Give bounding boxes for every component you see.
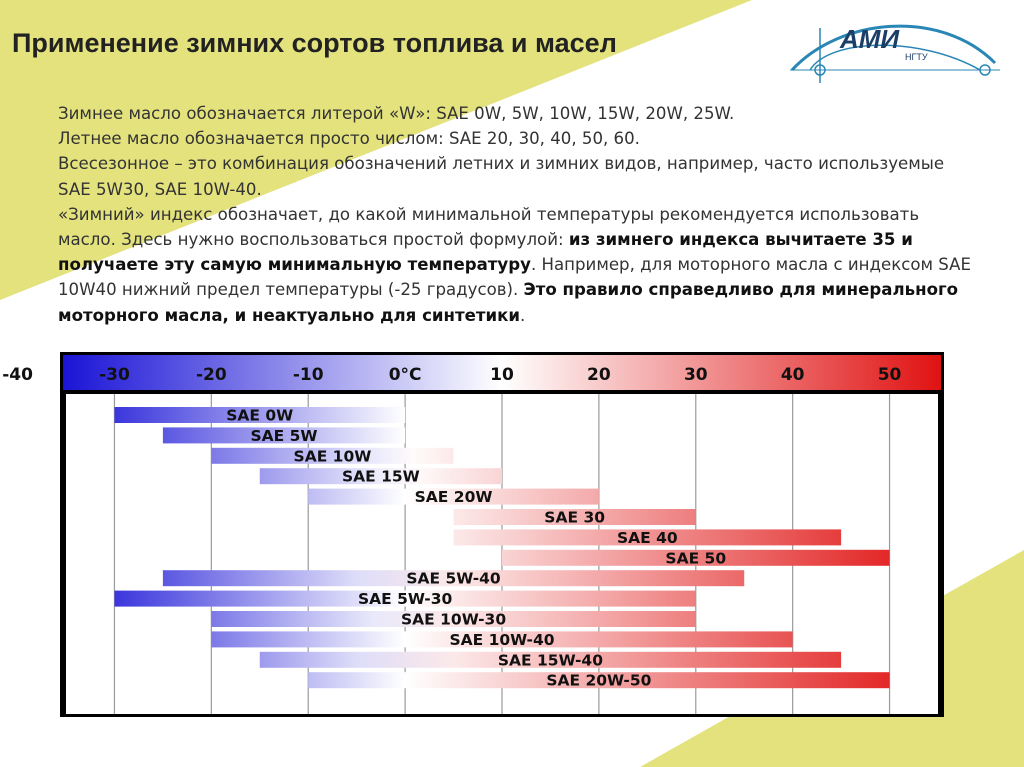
bar-label-sae-0w: SAE 0W	[226, 406, 294, 425]
bar-label-sae-10w: SAE 10W	[293, 447, 372, 466]
bar-label-sae-20w: SAE 20W	[414, 488, 493, 507]
winter-index-text-1: «Зимний» индекс обозначает, до какой минимальной температуры рекомендуется использовать масло. Здесь нужно воспользоваться простой формулой:	[58, 204, 920, 250]
winter-index-formula: из зимнего индекса вычитаете 35 и получаете эту самую минимальную температуру	[58, 230, 913, 275]
bar-label-sae-20w-50: SAE 20W-50	[546, 671, 652, 690]
winter-index-paragraph	[58, 202, 978, 328]
bar-label-sae-10w-40: SAE 10W-40	[449, 630, 555, 649]
tick-label-30: 30	[683, 365, 708, 385]
oil-viscosity-temperature-chart	[2, 352, 944, 722]
slide-title: Применение зимних сортов топлива и масел	[12, 28, 617, 58]
tick-label-20: 20	[587, 365, 611, 385]
bar-label-sae-5w-30: SAE 5W-30	[357, 590, 453, 609]
chart-svg	[2, 352, 944, 717]
winter-oil-paragraph: Зимнее масло обозначается литерой «W»: SAE 0W, 5W, 10W, 15W, 20W, 25W.	[58, 104, 735, 123]
bar-label-sae-30: SAE 30	[544, 508, 606, 527]
tick-label-40: 40	[780, 365, 805, 385]
bar-label-sae-50: SAE 50	[665, 549, 727, 568]
tick-label--20: -20	[195, 365, 227, 385]
logo-sub-text: НГТУ	[905, 52, 928, 62]
tick-label--30: -30	[99, 365, 130, 385]
bar-label-sae-10w-30: SAE 10W-30	[400, 610, 507, 629]
all-season-paragraph: Всесезонное – это комбинация обозначений летних и зимних видов, например, часто используемые SAE 5W30, SAE 10W-40.	[58, 154, 945, 199]
tick-label-10: 10	[490, 365, 514, 385]
bar-label-sae-15w: SAE 15W	[341, 467, 420, 486]
tick-label--10: -10	[292, 365, 324, 385]
bar-label-sae-15w-40: SAE 15W-40	[497, 651, 604, 670]
summer-oil-paragraph: Летнее масло обозначается просто числом: SAE 20, 30, 40, 50, 60.	[58, 129, 640, 149]
winter-index-note: Это правило справедливо для минерального моторного масла, и неактуально для синтетики	[58, 280, 959, 325]
bar-label-sae-40: SAE 40	[616, 528, 678, 547]
body-text	[58, 101, 978, 328]
tick-label-50: 50	[877, 365, 902, 385]
ami-ngtu-logo	[780, 8, 1005, 98]
logo-main-text: АМИ	[840, 24, 900, 54]
tick-label--40: -40	[2, 365, 33, 385]
bar-label-sae-5w: SAE 5W	[250, 426, 318, 445]
tick-label-0: 0°C	[388, 365, 422, 385]
winter-index-end: .	[520, 305, 526, 325]
winter-index-text-2: . Например, для моторного масла с индексом SAE 10W40 нижний предел температуры (-25 градусов).	[58, 255, 971, 300]
bar-label-sae-5w-40: SAE 5W-40	[406, 569, 501, 588]
